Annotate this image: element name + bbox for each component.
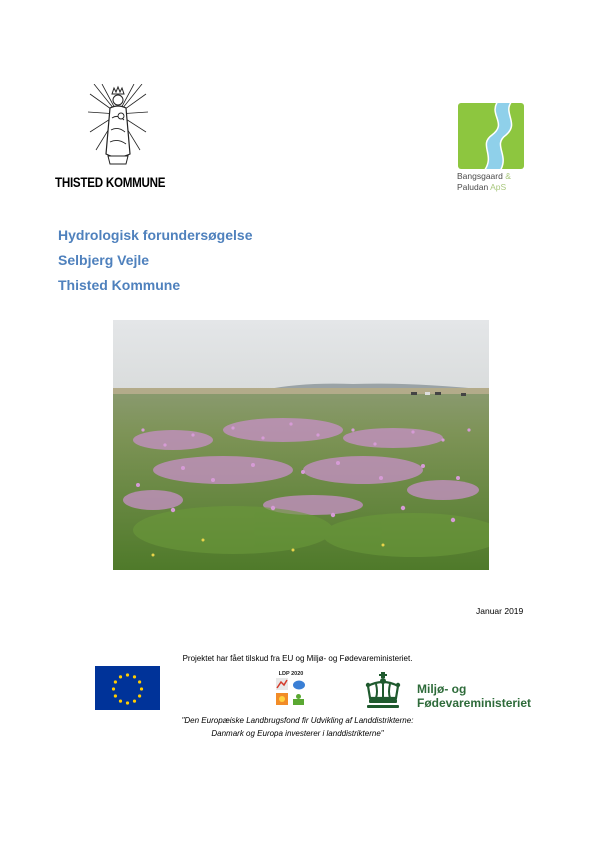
ministry-name: [417, 682, 531, 710]
report-title: Hydrologisk forundersøgelse: [58, 227, 253, 243]
danish-crown-icon: [364, 672, 402, 710]
cover-photo-meadow: [113, 320, 489, 570]
report-date: Januar 2019: [476, 606, 524, 616]
consultant-line2: Paludan: [457, 182, 489, 192]
report-site: Selbjerg Vejle: [58, 252, 150, 268]
report-municipality: Thisted Kommune: [58, 277, 181, 293]
ldp-2020-logo-icon: [273, 669, 309, 709]
bangsgaard-paludan-logo-icon: [458, 103, 524, 169]
thisted-coat-of-arms-icon: [88, 84, 148, 166]
consultant-name: [457, 171, 511, 193]
ministry-line1: Miljø- og: [417, 682, 467, 696]
funding-statement: Projektet har fået tilskud fra EU og Miljø- og Fødevareministeriet.: [182, 654, 413, 663]
eafrd-quote: [0, 714, 595, 740]
consultant-suffix: ApS: [488, 182, 507, 192]
consultant-line1: Bangsgaard: [457, 171, 503, 181]
eu-flag-icon: [95, 666, 160, 710]
ldp-label: LDP 2020: [278, 671, 304, 677]
quote-line2: Danmark og Europa investerer i landdistrikterne": [211, 729, 384, 738]
ministry-line2: Fødevareministeriet: [417, 696, 532, 710]
quote-line1: "Den Europæiske Landbrugsfond fir Udvikling af Landdistrikterne:: [181, 716, 414, 725]
consultant-amp: &: [502, 171, 511, 181]
municipality-name: THISTED KOMMUNE: [55, 175, 166, 190]
